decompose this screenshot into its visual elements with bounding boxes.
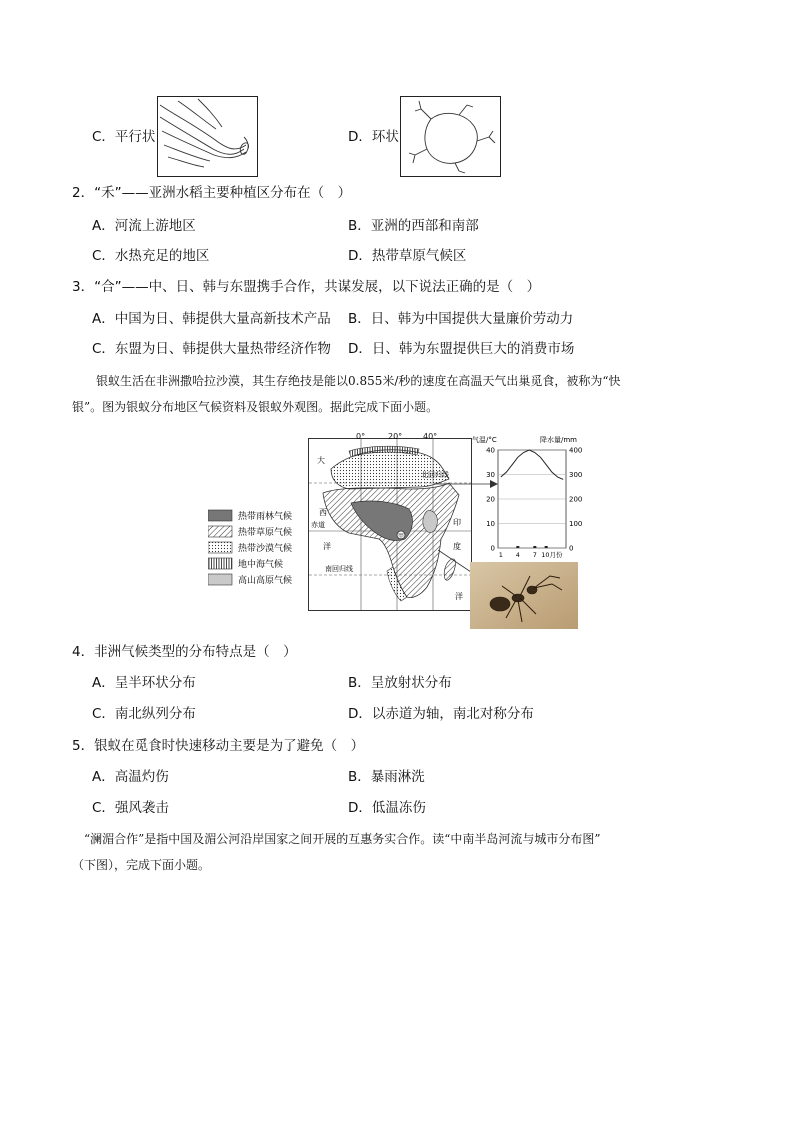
precip-bar	[533, 546, 536, 548]
question-3-option-c: C．东盟为日、韩提供大量热带经济作物	[92, 341, 331, 357]
month-tick-label: 4	[515, 551, 520, 559]
month-tick-label: 10月份	[541, 551, 563, 559]
legend-swatch-savanna	[208, 526, 232, 537]
question-2-stem: 2．“禾”——亚洲水稻主要种植区分布在（ ）	[72, 185, 352, 201]
question-2-option-d: D．热带草原气候区	[348, 248, 467, 264]
passage-lancang-mekong	[72, 826, 732, 878]
question-5-option-b: B．暴雨淋洗	[348, 769, 425, 785]
silver-ant-photo	[470, 562, 578, 629]
ant-abdomen	[490, 597, 510, 611]
passage-mekong-line-2: （下图），完成下面小题。	[72, 858, 211, 872]
temp-tick-label: 20	[486, 495, 495, 504]
longitude-0-label: 0°	[356, 432, 366, 441]
legend-label-mediterranean: 地中海气候	[238, 560, 284, 570]
tropic-of-capricorn-label: 南回归线	[325, 565, 353, 573]
question-3-option-b: B．日、韩为中国提供大量廉价劳动力	[348, 311, 574, 327]
precip-bar	[516, 546, 519, 548]
question-5-option-a: A．高温灼伤	[92, 769, 169, 785]
question-4-option-a: A．呈半环状分布	[92, 675, 196, 691]
tropic-of-cancer-label: 北回归线	[421, 471, 449, 479]
precip-tick-label: 0	[569, 544, 574, 553]
longitude-20-label: 20°	[388, 432, 403, 441]
equator-label: 赤道	[311, 521, 325, 529]
legend-label-desert: 热带沙漠气候	[238, 544, 293, 554]
map-legend	[208, 508, 308, 596]
month-tick-label: 1	[498, 551, 503, 559]
climate-chart	[470, 432, 582, 562]
question-5-option-d: D．低温冻伤	[348, 800, 426, 816]
question-3-option-a: A．中国为日、韩提供大量高新技术产品	[92, 311, 331, 327]
precip-tick-label: 300	[569, 471, 582, 479]
temp-tick-label: 40	[486, 446, 495, 455]
question-4-option-b: B．呈放射状分布	[348, 675, 452, 691]
month-tick-label: 7	[532, 551, 537, 559]
atlantic-ocean-char-2: 西	[319, 508, 327, 517]
precip-bar	[545, 546, 548, 548]
legend-swatch-rainforest	[208, 510, 232, 521]
question-5-option-c: C．强风袭击	[92, 800, 169, 816]
passage-mekong-line-1: “澜湄合作”是指中国及湄公河沿岸国家之间开展的互惠务实合作。读“中南半岛河流与城市分布图”	[84, 832, 601, 846]
ring-drainage-diagram	[400, 96, 501, 177]
indian-ocean-char-2: 度	[453, 542, 461, 551]
location-marker-label: 甲	[398, 533, 405, 540]
precip-axis-label: 降水量/mm	[540, 436, 577, 444]
question-2-option-b: B．亚洲的西部和南部	[348, 218, 479, 234]
legend-swatch-desert	[208, 542, 232, 553]
passage-ant-line-1: 银蚁生活在非洲撒哈拉沙漠，其生存绝技是能以0.855米/秒的速度在高温天气出巢觅食，被称为“快	[96, 374, 621, 388]
legend-label-highland: 高山高原气候	[238, 576, 293, 586]
question-2-option-a: A．河流上游地区	[92, 218, 196, 234]
option-d-ring: D．环状	[348, 129, 399, 145]
precip-tick-label: 100	[569, 520, 582, 528]
legend-label-savanna: 热带草原气候	[238, 528, 293, 538]
temperature-line	[501, 450, 563, 479]
legend-swatch-mediterranean	[208, 558, 232, 569]
temp-tick-label: 0	[490, 544, 495, 553]
question-4-option-d: D．以赤道为轴，南北对称分布	[348, 706, 534, 722]
longitude-40-label: 40°	[423, 432, 438, 441]
question-5-stem: 5．银蚁在觅食时快速移动主要是为了避免（ ）	[72, 738, 365, 754]
legend-label-rainforest: 热带雨林气候	[238, 512, 293, 522]
indian-ocean-char-1: 印	[453, 518, 461, 527]
question-4-stem: 4．非洲气候类型的分布特点是（ ）	[72, 644, 297, 660]
atlantic-ocean-char-1: 大	[317, 456, 325, 465]
question-2-option-c: C．水热充足的地区	[92, 248, 210, 264]
temp-axis-label: 气温/°C	[472, 436, 497, 444]
question-3-stem: 3．“合”——中、日、韩与东盟携手合作，共谋发展，以下说法正确的是（ ）	[72, 279, 541, 295]
option-c-parallel: C．平行状	[92, 129, 156, 145]
passage-silver-ant	[72, 368, 732, 420]
passage-ant-line-2: 银”。图为银蚁分布地区气候资料及银蚁外观图。据此完成下面小题。	[72, 400, 439, 414]
question-4-option-c: C．南北纵列分布	[92, 706, 196, 722]
parallel-drainage-diagram	[157, 96, 258, 177]
question-3-option-d: D．日、韩为东盟提供巨大的消费市场	[348, 341, 575, 357]
legend-swatch-highland	[208, 574, 232, 585]
temp-tick-label: 30	[486, 471, 495, 479]
precip-tick-label: 200	[569, 495, 582, 504]
precip-tick-label: 400	[569, 446, 582, 455]
temp-tick-label: 10	[486, 520, 495, 528]
atlantic-ocean-char-3: 洋	[323, 542, 331, 551]
indian-ocean-char-3: 洋	[455, 592, 463, 601]
